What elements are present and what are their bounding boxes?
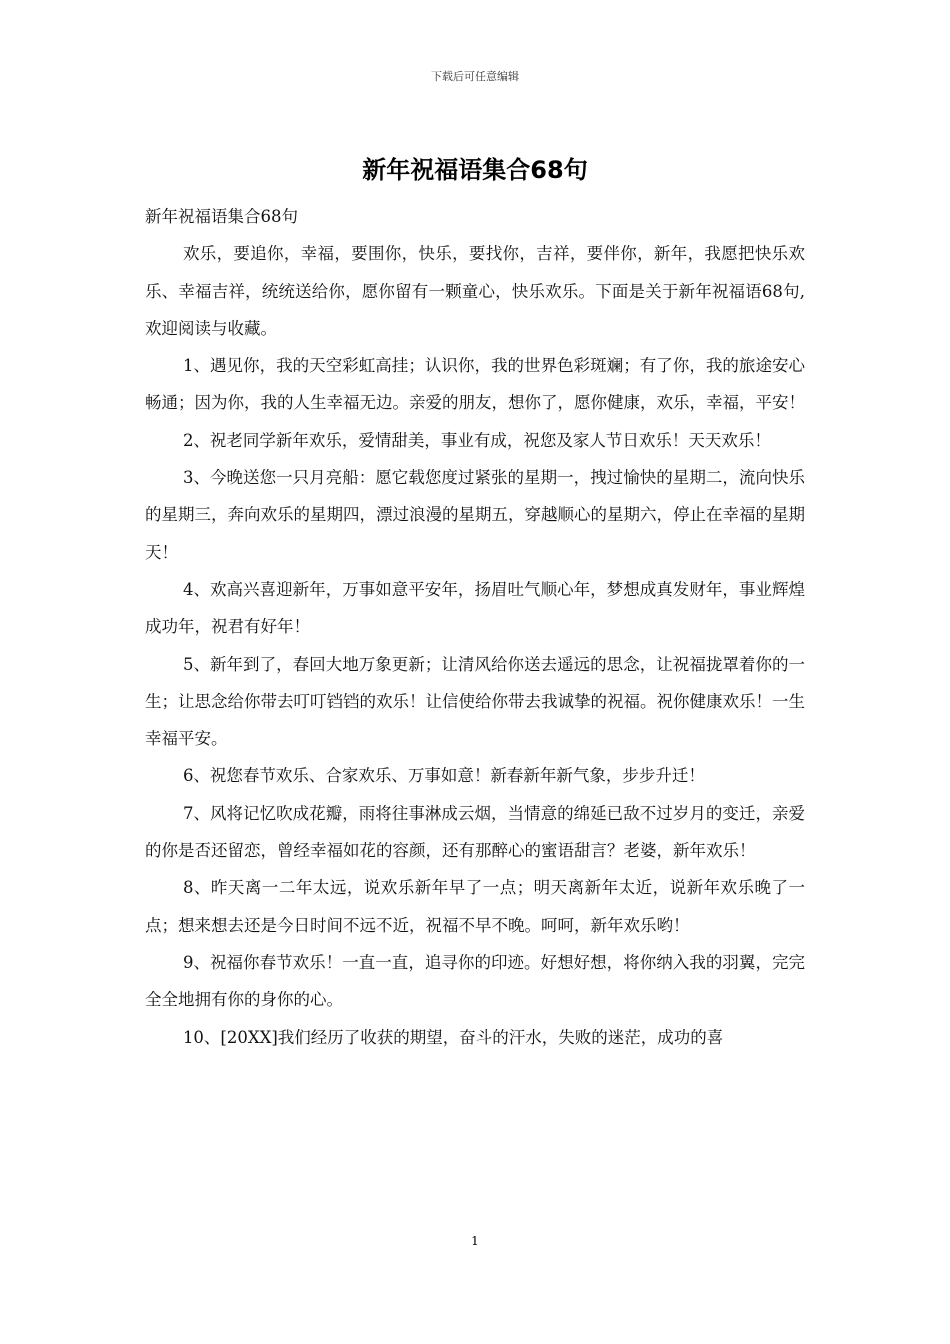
- blessing-paragraph: 7、风将记忆吹成花瓣，雨将往事淋成云烟，当情意的绵延已敌不过岁月的变迁，亲爱的你是否还留恋，曾经幸福如花的容颜，还有那醉心的蜜语甜言？老婆，新年欢乐！: [145, 803, 805, 861]
- blessing-paragraph: 6、祝您春节欢乐、合家欢乐、万事如意！新春新年新气象，步步升迁！: [182, 766, 705, 786]
- subtitle: 新年祝福语集合68句: [145, 207, 298, 226]
- blessing-paragraph: 2、祝老同学新年欢乐，爱情甜美，事业有成，祝您及家人节日欢乐！天天欢乐！: [182, 430, 771, 450]
- header-note: 下载后可任意编辑: [431, 70, 519, 83]
- document-title: 新年祝福语集合68句: [362, 156, 588, 184]
- blessing-paragraph: 10、[20XX]我们经历了收获的期望，奋斗的汗水，失败的迷茫，成功的喜: [182, 1027, 724, 1047]
- blessing-paragraph: 5、新年到了，春回大地万象更新；让清风给你送去遥远的思念，让祝福拢罩着你的一生；让思念给你带去叮叮铛铛的欢乐！让信使给你带去我诚挚的祝福。祝你健康欢乐！一生幸福平安。: [145, 654, 805, 749]
- blessing-paragraph: 3、今晚送您一只月亮船：愿它载您度过紧张的星期一，拽过愉快的星期二，流向快乐的星期三，奔向欢乐的星期四，漂过浪漫的星期五，穿越顺心的星期六，停止在幸福的星期天！: [145, 468, 805, 562]
- blessing-paragraph: 8、昨天离一二年太远，说欢乐新年早了一点；明天离新年太近，说新年欢乐晚了一点；想来想去还是今日时间不远不近，祝福不早不晚。呵呵，新年欢乐哟！: [145, 878, 805, 935]
- blessing-paragraph: 9、祝福你春节欢乐！一直一直，追寻你的印迹。好想好想，将你纳入我的羽翼，完完全全地拥有你的身你的心。: [145, 952, 805, 1010]
- blessing-paragraph: 4、欢高兴喜迎新年，万事如意平安年，扬眉吐气顺心年，梦想成真发财年，事业辉煌成功年，祝君有好年！: [145, 579, 805, 637]
- intro-paragraph: 欢乐，要追你，幸福，要围你，快乐，要找你，吉祥，要伴你，新年，我愿把快乐欢乐、幸福吉祥，统统送给你，愿你留有一颗童心，快乐欢乐。下面是关于新年祝福语68句,欢迎阅读与收藏。: [145, 244, 805, 338]
- document-body: [145, 198, 805, 1056]
- blessing-paragraph: 1、遇见你，我的天空彩虹高挂；认识你，我的世界色彩斑斓；有了你，我的旅途安心畅通；因为你，我的人生幸福无边。亲爱的朋友，想你了，愿你健康，欢乐，幸福，平安！: [145, 356, 805, 413]
- page-number: 1: [471, 1234, 479, 1248]
